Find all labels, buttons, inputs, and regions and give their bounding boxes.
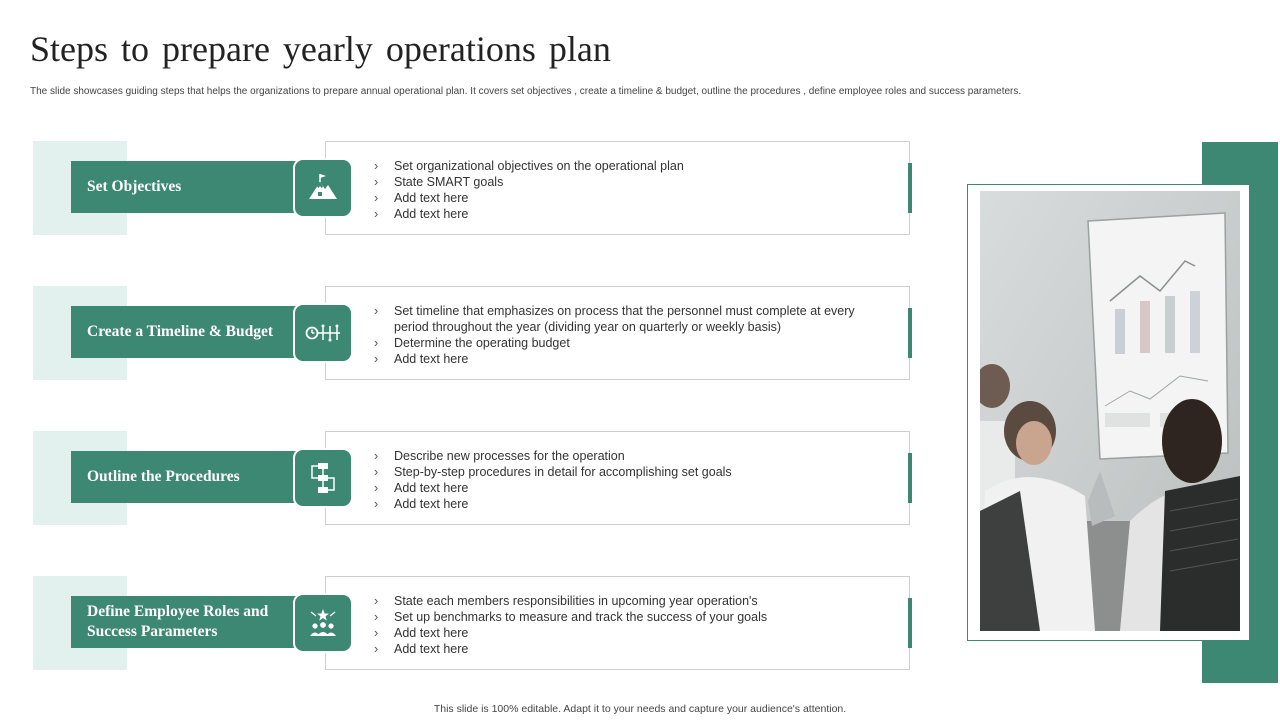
card-accent-bar xyxy=(908,308,912,358)
bullet-item: › Add text here xyxy=(374,351,884,367)
step-card xyxy=(325,141,910,235)
bullet-item: › Add text here xyxy=(374,206,884,222)
step-set-objectives xyxy=(0,141,915,237)
bullet-item: › Add text here xyxy=(374,190,884,206)
team-star-icon xyxy=(293,593,353,653)
step-card xyxy=(325,431,910,525)
step-bullet-list xyxy=(374,593,884,657)
mountain-flag-icon xyxy=(293,158,353,218)
step-title: Outline the Procedures xyxy=(71,451,297,503)
footer-note: This slide is 100% editable. Adapt it to your needs and capture your audience's attention. xyxy=(433,703,847,715)
bullet-item: › Set up benchmarks to measure and track the success of your goals xyxy=(374,609,884,625)
bullet-item: › Add text here xyxy=(374,496,884,512)
bullet-item: › Determine the operating budget xyxy=(374,335,884,351)
step-bullet-list xyxy=(374,448,884,512)
card-accent-bar xyxy=(908,453,912,503)
bullet-item: › Add text here xyxy=(374,625,884,641)
step-card xyxy=(325,286,910,380)
bullet-item: › Add text here xyxy=(374,641,884,657)
bullet-item: › Step-by-step procedures in detail for accomplishing set goals xyxy=(374,464,884,480)
step-bullet-list xyxy=(374,158,884,222)
step-title: Set Objectives xyxy=(71,161,297,213)
timeline-icon xyxy=(293,303,353,363)
card-accent-bar xyxy=(908,598,912,648)
step-card xyxy=(325,576,910,670)
bullet-item: › Add text here xyxy=(374,480,884,496)
meeting-photo xyxy=(980,191,1240,631)
card-accent-bar xyxy=(908,163,912,213)
flowchart-icon xyxy=(293,448,353,508)
bullet-item: › Set organizational objectives on the operational plan xyxy=(374,158,884,174)
page-subtitle: The slide showcases guiding steps that helps the organizations to prepare annual operational plan. It covers set objectives , create a timeline & budget, outline the procedures , define employee roles and success parameters. xyxy=(30,86,1022,97)
step-create-timeline-budget xyxy=(0,286,915,382)
page-title: Steps to prepare yearly operations plan xyxy=(30,29,611,69)
bullet-item: › State SMART goals xyxy=(374,174,884,190)
step-bullet-list xyxy=(374,303,884,367)
bullet-item: › Set timeline that emphasizes on process that the personnel must complete at every period throughout the year (dividing year on quarterly or weekly basis) xyxy=(374,303,884,335)
bullet-item: › State each members responsibilities in upcoming year operation's xyxy=(374,593,884,609)
step-title: Define Employee Roles and Success Parameters xyxy=(71,596,297,648)
step-define-employee-roles xyxy=(0,576,915,672)
bullet-item: › Describe new processes for the operation xyxy=(374,448,884,464)
step-title: Create a Timeline & Budget xyxy=(71,306,297,358)
step-outline-procedures xyxy=(0,431,915,527)
